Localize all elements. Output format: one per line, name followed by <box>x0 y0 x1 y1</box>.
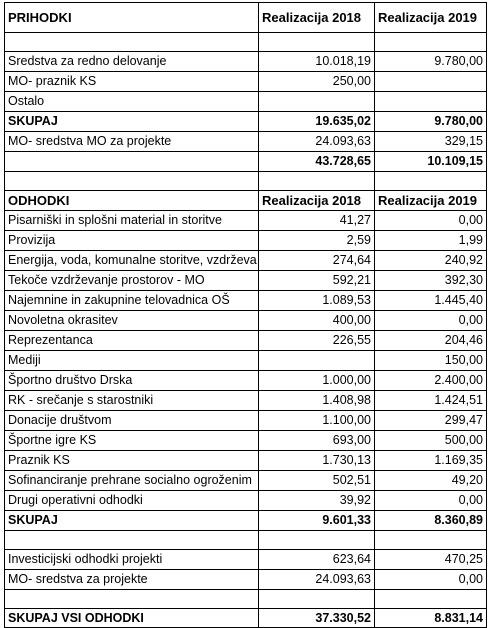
budget-table <box>4 2 487 628</box>
blank-row <box>5 172 487 191</box>
value-2018[interactable]: 9.601,33 <box>259 511 375 531</box>
cell[interactable] <box>375 590 487 609</box>
row-label[interactable]: Mediji <box>5 351 259 371</box>
odhodki-row <box>5 311 487 331</box>
value-2018[interactable]: 24.093,63 <box>259 132 375 152</box>
odhodki-row <box>5 211 487 231</box>
value-2018[interactable]: 41,27 <box>259 211 375 231</box>
value-2019[interactable]: 500,00 <box>375 431 487 451</box>
odhodki-row <box>5 291 487 311</box>
value-2018[interactable]: 592,21 <box>259 271 375 291</box>
value-2018[interactable]: 1.408,98 <box>259 391 375 411</box>
cell[interactable] <box>5 172 259 191</box>
row-label[interactable]: Pisarniški in splošni material in storitve <box>5 211 259 231</box>
row-label[interactable]: Športne igre KS <box>5 431 259 451</box>
prihodki-row <box>5 132 487 152</box>
row-label[interactable]: SKUPAJ <box>5 511 259 531</box>
row-label[interactable]: RK - srečanje s starostniki <box>5 391 259 411</box>
odhodki-row <box>5 331 487 351</box>
value-2018[interactable]: 43.728,65 <box>259 152 375 172</box>
value-2019[interactable]: 2.400,00 <box>375 371 487 391</box>
value-2018[interactable]: 37.330,52 <box>259 609 375 628</box>
cell[interactable] <box>259 172 375 191</box>
odhodki-row <box>5 451 487 471</box>
odhodki-col-2018[interactable]: Realizacija 2018 <box>259 191 375 211</box>
odhodki-col-2019[interactable]: Realizacija 2019 <box>375 191 487 211</box>
row-label[interactable]: MO- praznik KS <box>5 72 259 92</box>
row-label[interactable]: Investicijski odhodki projekti <box>5 550 259 570</box>
row-label[interactable]: Drugi operativni odhodki <box>5 491 259 511</box>
row-label[interactable]: Tekoče vzdrževanje prostorov - MO <box>5 271 259 291</box>
prihodki-col-2018[interactable]: Realizacija 2018 <box>259 3 375 33</box>
row-label[interactable]: Novoletna okrasitev <box>5 311 259 331</box>
cell[interactable] <box>5 33 259 52</box>
value-2018[interactable]: 1.089,53 <box>259 291 375 311</box>
value-2018[interactable]: 1.100,00 <box>259 411 375 431</box>
blank-row <box>5 590 487 609</box>
value-2019[interactable]: 470,25 <box>375 550 487 570</box>
value-2019[interactable]: 9.780,00 <box>375 112 487 132</box>
cell[interactable] <box>259 590 375 609</box>
cell[interactable] <box>375 531 487 550</box>
odhodki-row <box>5 231 487 251</box>
value-2019[interactable]: 1.424,51 <box>375 391 487 411</box>
value-2019[interactable]: 0,00 <box>375 211 487 231</box>
value-2019[interactable]: 299,47 <box>375 411 487 431</box>
cell[interactable] <box>5 531 259 550</box>
value-2018[interactable]: 39,92 <box>259 491 375 511</box>
row-label[interactable]: Sredstva za redno delovanje <box>5 52 259 72</box>
spreadsheet <box>4 2 487 628</box>
odhodki-row <box>5 251 487 271</box>
row-label[interactable]: Športno društvo Drska <box>5 371 259 391</box>
value-2019[interactable]: 392,30 <box>375 271 487 291</box>
value-2018[interactable] <box>259 351 375 371</box>
row-label[interactable]: MO- sredstva MO za projekte <box>5 132 259 152</box>
cell[interactable] <box>259 531 375 550</box>
value-2019[interactable]: 49,20 <box>375 471 487 491</box>
value-2019[interactable]: 1.445,40 <box>375 291 487 311</box>
blank-row <box>5 531 487 550</box>
value-2019[interactable]: 204,46 <box>375 331 487 351</box>
odhodki-row <box>5 271 487 291</box>
value-2018[interactable]: 226,55 <box>259 331 375 351</box>
value-2019[interactable]: 0,00 <box>375 311 487 331</box>
value-2019[interactable]: 8.831,14 <box>375 609 487 628</box>
cell[interactable] <box>375 172 487 191</box>
value-2019[interactable]: 329,15 <box>375 132 487 152</box>
odhodki-subtotal-row <box>5 511 487 531</box>
prihodki-header-row <box>5 3 487 33</box>
value-2018[interactable]: 1.730,13 <box>259 451 375 471</box>
value-2019[interactable]: 8.360,89 <box>375 511 487 531</box>
value-2019[interactable]: 0,00 <box>375 570 487 590</box>
row-label[interactable]: Donacije društvom <box>5 411 259 431</box>
value-2018[interactable]: 502,51 <box>259 471 375 491</box>
projekti-row <box>5 570 487 590</box>
value-2019[interactable]: 0,00 <box>375 491 487 511</box>
value-2019[interactable] <box>375 92 487 112</box>
value-2018[interactable]: 693,00 <box>259 431 375 451</box>
value-2019[interactable]: 1.169,35 <box>375 451 487 471</box>
projekti-row <box>5 550 487 570</box>
odhodki-row <box>5 371 487 391</box>
cell[interactable] <box>259 33 375 52</box>
prihodki-row <box>5 72 487 92</box>
row-label[interactable]: SKUPAJ VSI ODHODKI <box>5 609 259 628</box>
odhodki-title[interactable]: ODHODKI <box>5 191 259 211</box>
cell[interactable] <box>375 33 487 52</box>
cell[interactable] <box>5 590 259 609</box>
odhodki-row <box>5 411 487 431</box>
prihodki-col-2019[interactable]: Realizacija 2019 <box>375 3 487 33</box>
odhodki-row <box>5 431 487 451</box>
prihodki-title[interactable]: PRIHODKI <box>5 3 259 33</box>
value-2019[interactable]: 9.780,00 <box>375 52 487 72</box>
odhodki-row <box>5 471 487 491</box>
value-2018[interactable]: 400,00 <box>259 311 375 331</box>
odhodki-row <box>5 351 487 371</box>
value-2018[interactable]: 24.093,63 <box>259 570 375 590</box>
value-2018[interactable]: 1.000,00 <box>259 371 375 391</box>
blank-row <box>5 33 487 52</box>
prihodki-row <box>5 92 487 112</box>
row-label[interactable]: Provizija <box>5 231 259 251</box>
value-2019[interactable]: 150,00 <box>375 351 487 371</box>
row-label[interactable]: Sofinanciranje prehrane socialno ogroženim <box>5 471 259 491</box>
row-label[interactable]: Reprezentanca <box>5 331 259 351</box>
value-2018[interactable]: 250,00 <box>259 72 375 92</box>
row-label[interactable]: Ostalo <box>5 92 259 112</box>
value-2018[interactable]: 274,64 <box>259 251 375 271</box>
prihodki-subtotal-row <box>5 112 487 132</box>
value-2018[interactable]: 623,64 <box>259 550 375 570</box>
value-2019[interactable]: 10.109,15 <box>375 152 487 172</box>
prihodki-row <box>5 52 487 72</box>
value-2019[interactable] <box>375 72 487 92</box>
row-label[interactable] <box>5 152 259 172</box>
odhodki-header-row <box>5 191 487 211</box>
row-label[interactable]: Energija, voda, komunalne storitve, vzdrževa <box>5 251 259 271</box>
row-label[interactable]: MO- sredstva za projekte <box>5 570 259 590</box>
odhodki-row <box>5 491 487 511</box>
value-2018[interactable] <box>259 92 375 112</box>
value-2018[interactable]: 19.635,02 <box>259 112 375 132</box>
value-2019[interactable]: 1,99 <box>375 231 487 251</box>
row-label[interactable]: Najemnine in zakupnine telovadnica OŠ <box>5 291 259 311</box>
row-label[interactable]: Praznik KS <box>5 451 259 471</box>
value-2019[interactable]: 240,92 <box>375 251 487 271</box>
value-2018[interactable]: 10.018,19 <box>259 52 375 72</box>
value-2018[interactable]: 2,59 <box>259 231 375 251</box>
odhodki-row <box>5 391 487 411</box>
prihodki-total-row <box>5 152 487 172</box>
row-label[interactable]: SKUPAJ <box>5 112 259 132</box>
